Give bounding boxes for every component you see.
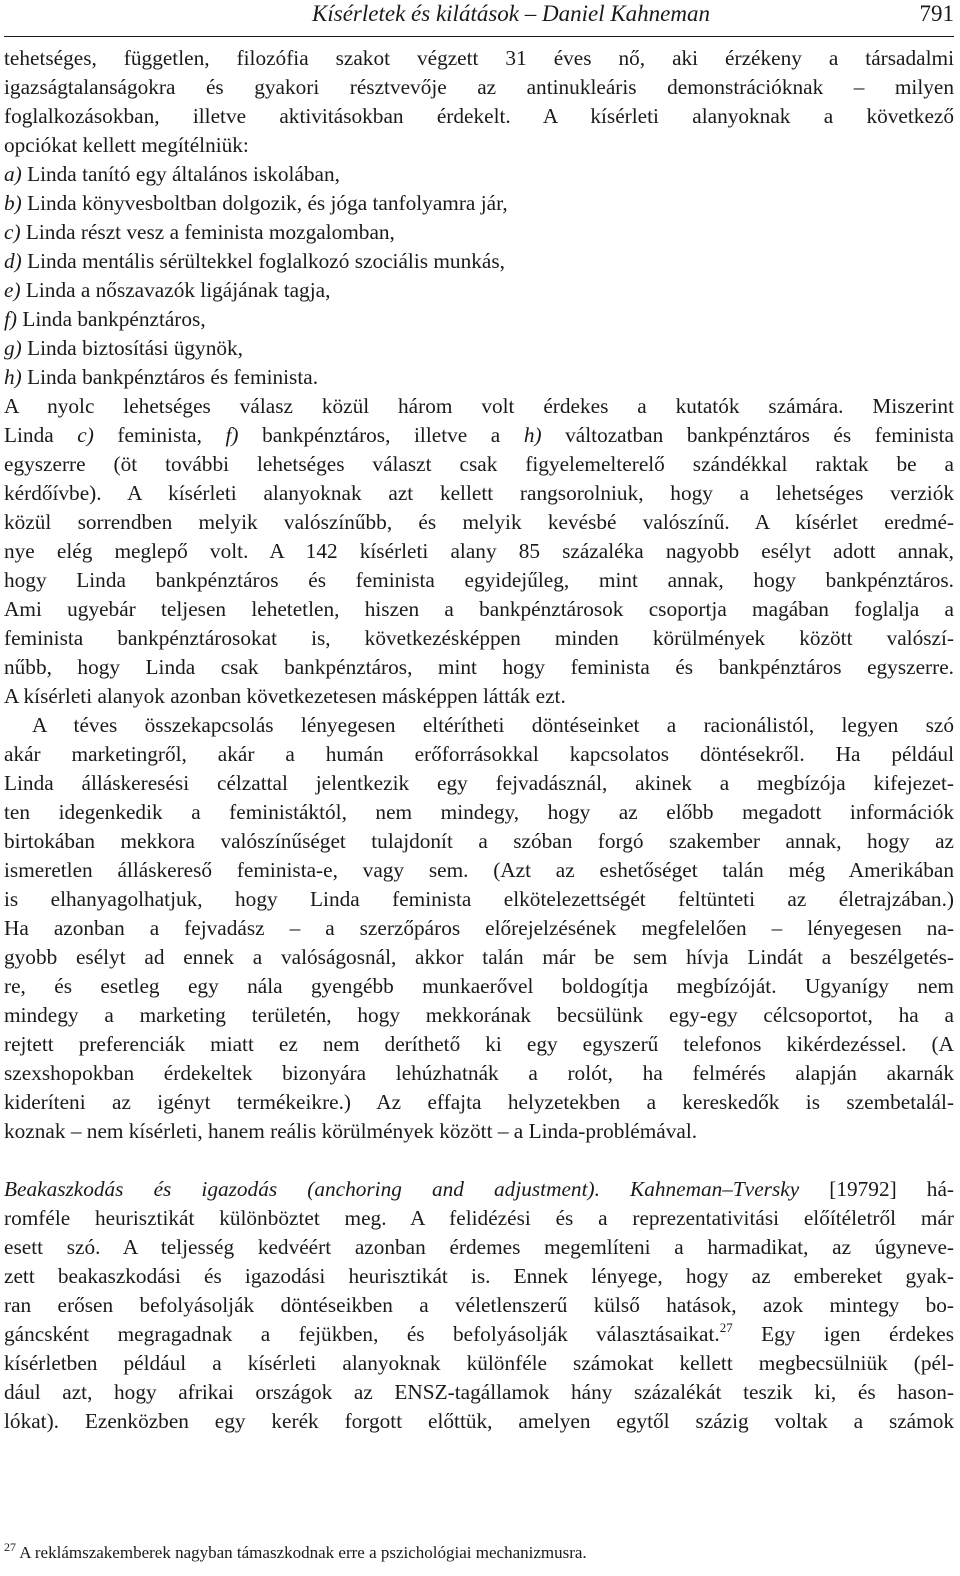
text-line: A téves összekapcsolás lényegesen eltérítheti döntéseinket a racionálistól, legyen szó bbox=[32, 713, 954, 737]
text-line: Linda álláskeresési célzattal jelentkezik egy fejvadásznál, akinek a megbízója kifejezet- bbox=[4, 771, 954, 795]
text-line: Ami ugyebár teljesen lehetetlen, hiszen a bankpénztárosok csoportja magában foglalja a bbox=[4, 597, 954, 621]
list-item: c) Linda részt vesz a feminista mozgalomban, bbox=[4, 220, 395, 244]
list-item: g) Linda biztosítási ügynök, bbox=[4, 336, 243, 360]
header-rule bbox=[4, 36, 954, 37]
text-line: közül sorrendben melyik valószínűbb, és melyik kevésbé valószínű. A kísérlet eredmé- bbox=[4, 510, 954, 534]
page-number: 791 bbox=[919, 1, 954, 26]
text-line: A nyolc lehetséges válasz közül három volt érdekes a kutatók számára. Miszerint bbox=[4, 394, 954, 418]
text-line: ten idegenkedik a feministáktól, nem mindegy, hogy az előbb megadott információk bbox=[4, 800, 954, 824]
text-line: Ha azonban a fejvadász – a szerzőpáros előrejelzésének megfelelően – lényegesen na- bbox=[4, 916, 954, 940]
text-line: feminista bankpénztárosokat is, következésképpen minden körülmények között valószí- bbox=[4, 626, 954, 650]
text-line: romféle heurisztikát különböztet meg. A felidézési és a reprezentativitási előítéletről már bbox=[4, 1206, 954, 1230]
section-heading-line: Beakaszkodás és igazodás (anchoring and adjustment). Kahneman–Tversky [19792] há- bbox=[4, 1177, 954, 1201]
running-title: Kísérletek és kilátások – Daniel Kahneman bbox=[312, 1, 710, 26]
text-line: foglalkozásokban, illetve aktivitásokban érdekelt. A kísérleti alanyoknak a következő bbox=[4, 104, 954, 128]
text-line: ran erősen befolyásolják döntéseikben a véletlenszerű külső hatások, azok mintegy bo- bbox=[4, 1293, 954, 1317]
list-item: a) Linda tanító egy általános iskolában, bbox=[4, 162, 340, 186]
text-line: lókat). Ezenközben egy kerék forgott előttük, amelyen egytől százig voltak a számok bbox=[4, 1409, 954, 1433]
list-item: f) Linda bankpénztáros, bbox=[4, 307, 206, 331]
text-line: kérdőívbe). A kísérleti alanyoknak azt kellett rangsorolniuk, hogy a lehetséges verziók bbox=[4, 481, 954, 505]
text-line: nűbb, hogy Linda csak bankpénztáros, mint hogy feminista és bankpénztáros egyszerre. bbox=[4, 655, 954, 679]
text-line: re, és esetleg egy nála gyengébb munkaerővel boldogítja megbízóját. Ugyanígy nem bbox=[4, 974, 954, 998]
text-line: szexshopokban érdekeltek bizonyára lehúzhatnák a rolót, ha felmérés alapján akarnák bbox=[4, 1061, 954, 1085]
footnote-text: A reklámszakemberek nagyban támaszkodnak erre a pszichológiai mechanizmusra. bbox=[16, 1543, 587, 1562]
body-text bbox=[4, 44, 954, 1436]
text-line: birtokában mekkora valószínűséget tulajdonít a szóban forgó szakember annak, hogy az bbox=[4, 829, 954, 853]
text-line: esett szó. A teljesség kedvéért azonban érdemes megemlíteni a harmadikat, az úgyneve- bbox=[4, 1235, 954, 1259]
text-line: gáncsként megragadnak a fejükben, és befolyásolják választásaikat.$^{27}$ Egy igen érdekes bbox=[4, 1320, 954, 1346]
text-line: kísérletben például a kísérleti alanyoknak különféle számokat kellett megbecsülniük (pél- bbox=[4, 1351, 954, 1375]
text-line: akár marketingről, akár a humán erőforrásokkal kapcsolatos döntésekről. Ha például bbox=[4, 742, 954, 766]
text-line: ismeretlen álláskereső feminista-e, vagy sem. (Azt az eshetőséget talán még Amerikában bbox=[4, 858, 954, 882]
list-item: e) Linda a nőszavazók ligájának tagja, bbox=[4, 278, 331, 302]
list-item: b) Linda könyvesboltban dolgozik, és jóga tanfolyamra jár, bbox=[4, 191, 508, 215]
footnote-ref: 27 bbox=[719, 1320, 733, 1335]
list-item: d) Linda mentális sérültekkel foglalkozó szociális munkás, bbox=[4, 249, 505, 273]
text-line: rejtett preferenciák miatt ez nem deríthető ki egy egyszerű telefonos kikérdezéssel. (A bbox=[4, 1032, 954, 1056]
page-header bbox=[0, 0, 960, 30]
text-line: koznak – nem kísérleti, hanem reális körülmények között – a Linda-problémával. bbox=[4, 1119, 698, 1143]
text-line: kideríteni az igényt termékeikre.) Az effajta helyzetekben a kereskedők is szembetalál- bbox=[4, 1090, 954, 1114]
footnote-number: 27 bbox=[4, 1540, 16, 1554]
text-line: egyszerre (öt további lehetséges választ csak figyelemelterelő szándékkal raktak be a bbox=[4, 452, 954, 476]
text-line: dául azt, hogy afrikai országok az ENSZ-tagállamok hány százalékát teszik ki, és hason- bbox=[4, 1380, 954, 1404]
paragraph-gap bbox=[4, 1146, 954, 1175]
text-line: zett beakaszkodási és igazodási heurisztikát is. Ennek lényege, hogy az embereket gyak- bbox=[4, 1264, 954, 1288]
text-line: igazságtalanságokra és gyakori résztvevője az antinukleáris demonstrációknak – milyen bbox=[4, 75, 954, 99]
text-line: opciókat kellett megítélniük: bbox=[4, 133, 249, 157]
footnote bbox=[4, 1541, 954, 1565]
text-line: is elhanyagolhatjuk, hogy Linda feminista elkötelezettségét feltünteti az életrajzában.) bbox=[4, 887, 954, 911]
text-line: A kísérleti alanyok azonban következetesen másképpen látták ezt. bbox=[4, 684, 566, 708]
text-line: nye elég meglepő volt. A 142 kísérleti alany 85 százaléka nagyobb esélyt adott annak, bbox=[4, 539, 954, 563]
text-line: Linda c) feminista, f) bankpénztáros, illetve a h) változatban bankpénztáros és feminista bbox=[4, 423, 954, 447]
list-item: h) Linda bankpénztáros és feminista. bbox=[4, 365, 319, 389]
text-line: tehetséges, független, filozófia szakot végzett 31 éves nő, aki érzékeny a társadalmi bbox=[4, 46, 954, 70]
text-line: gyobb esélyt ad ennek a valóságosnál, akkor talán már be sem hívja Lindát a beszélgetés- bbox=[4, 945, 954, 969]
text-line: hogy Linda bankpénztáros és feminista egyidejűleg, mint annak, hogy bankpénztáros. bbox=[4, 568, 954, 592]
text-line: mindegy a marketing területén, hogy mekkorának becsülünk egy-egy célcsoportot, ha a bbox=[4, 1003, 954, 1027]
